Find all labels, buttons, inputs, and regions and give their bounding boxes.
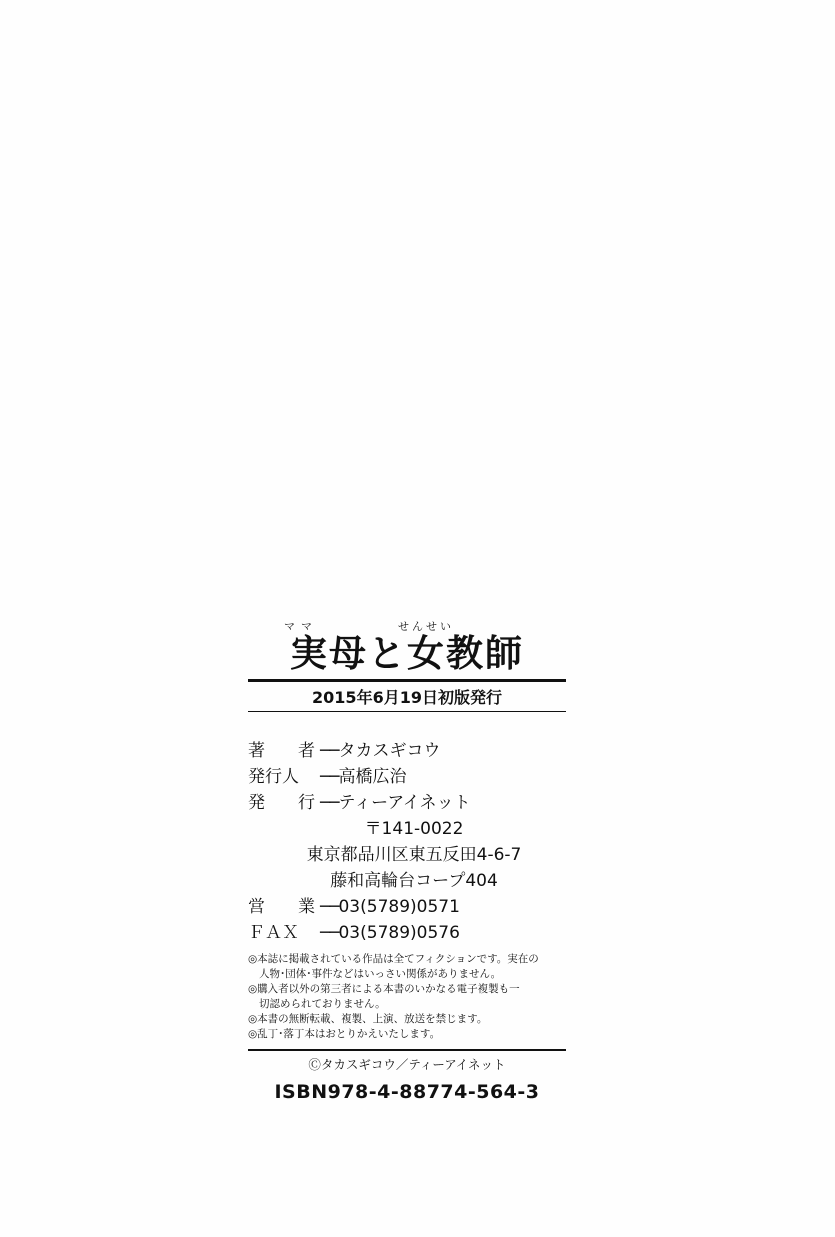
- title-ruby-row: [248, 618, 566, 632]
- credits-list: [248, 738, 566, 946]
- credit-dash-publisher: ──: [320, 793, 339, 813]
- title-rule-thin: [248, 711, 566, 712]
- notice-no-reproduction: [248, 1012, 566, 1027]
- credit-value-author: タカスギコウ: [338, 741, 441, 761]
- credit-value-publisher-person: 高橋広治: [338, 767, 407, 787]
- notice-fiction: [248, 952, 566, 982]
- notice-no-digital-copy-line2: 切認められておりません。: [259, 998, 386, 1010]
- copyright-line: Ⓒタカスギコウ／ティーアイネット: [308, 1057, 506, 1072]
- notice-fiction-line1: ◎本誌に掲載されている作品は全てフィクションです。実在の: [248, 953, 539, 965]
- credit-value-fax: 03(5789)0576: [338, 923, 460, 943]
- credit-row-fax: [248, 920, 566, 946]
- notice-defective-copy: [248, 1027, 566, 1042]
- notice-fiction-line2: 人物･団体･事件などはいっさい関係がありません。: [259, 968, 502, 980]
- book-title: 実母と女教師: [290, 632, 524, 675]
- credit-label-sales: 営 業: [248, 897, 323, 917]
- colophon-block: [248, 618, 566, 1103]
- address-line-building: 藤和高輪台コープ404: [330, 871, 498, 891]
- address-line-postal: 〒141-0022: [364, 819, 464, 839]
- credit-label-author: 著 者: [248, 741, 323, 761]
- credit-row-sales: [248, 894, 566, 920]
- credit-row-author: [248, 738, 566, 764]
- notice-defective-copy-line1: ◎乱丁･落丁本はおとりかえいたします。: [248, 1028, 441, 1040]
- ruby-mama: ママ: [284, 620, 318, 633]
- credit-label-publisher-person: 発行人: [248, 767, 299, 787]
- credit-dash-publisher-person: ──: [320, 767, 339, 787]
- credit-value-sales: 03(5789)0571: [338, 897, 460, 917]
- ruby-sensei: せんせい: [398, 620, 454, 633]
- address-line-street: 東京都品川区東五反田4-6-7: [306, 845, 522, 865]
- notice-no-digital-copy: [248, 982, 566, 1012]
- notices-list: [248, 952, 566, 1042]
- title-block: [248, 618, 566, 712]
- title-rule-thick: [248, 679, 566, 682]
- credit-dash-author: ──: [320, 741, 339, 761]
- credit-dash-sales: ──: [320, 897, 339, 917]
- notice-no-digital-copy-line1: ◎購入者以外の第三者による本書のいかなる電子複製も一: [248, 983, 520, 995]
- isbn-line: ISBN978-4-88774-564-3: [274, 1081, 540, 1103]
- notice-no-reproduction-line1: ◎本書の無断転載、複製、上演、放送を禁じます。: [248, 1013, 488, 1025]
- credit-row-publisher: [248, 790, 566, 816]
- credit-dash-fax: ──: [320, 923, 339, 943]
- credit-label-fax: ＦＡＸ: [248, 923, 299, 943]
- bottom-rule: [248, 1049, 566, 1051]
- publication-date: 2015年6月19日初版発行: [312, 688, 502, 707]
- credit-label-publisher: 発 行: [248, 793, 323, 813]
- credit-value-publisher: ティーアイネット: [338, 793, 471, 813]
- credit-row-publisher-person: [248, 764, 566, 790]
